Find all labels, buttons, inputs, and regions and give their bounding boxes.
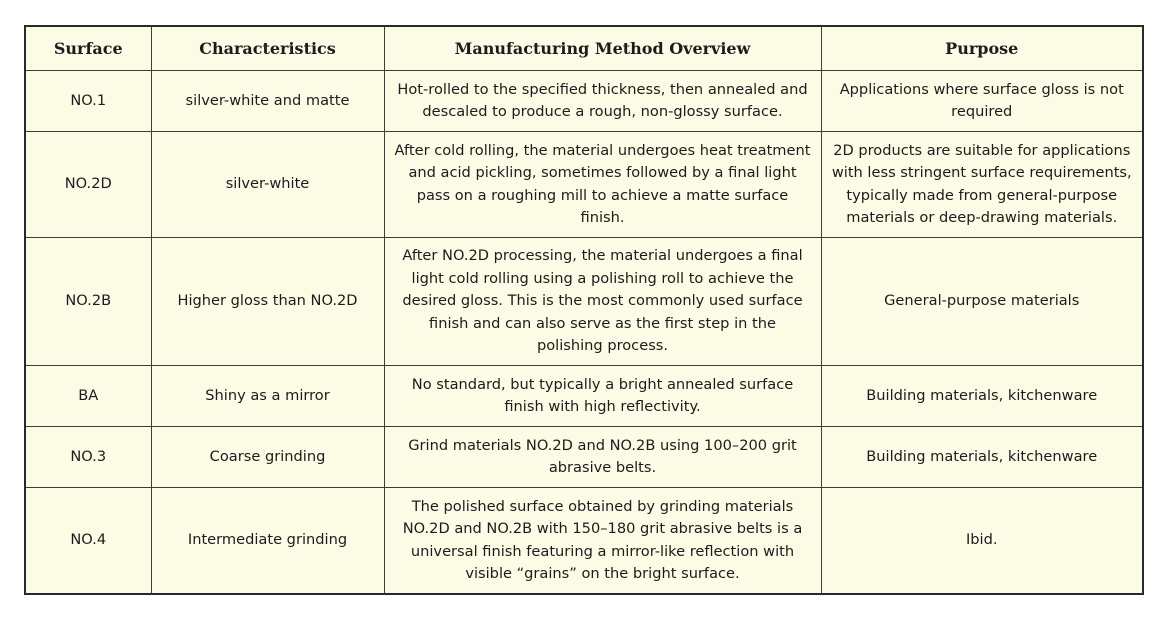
cell-characteristics: silver-white and matte	[151, 71, 384, 132]
cell-characteristics: Higher gloss than NO.2D	[151, 238, 384, 366]
cell-surface: NO.1	[25, 71, 151, 132]
header-characteristics: Characteristics	[151, 26, 384, 71]
cell-purpose: Ibid.	[821, 488, 1143, 595]
cell-surface: BA	[25, 366, 151, 427]
header-purpose: Purpose	[821, 26, 1143, 71]
header-method: Manufacturing Method Overview	[384, 26, 821, 71]
cell-surface: NO.2D	[25, 132, 151, 238]
cell-characteristics: Shiny as a mirror	[151, 366, 384, 427]
cell-purpose: Building materials, kitchenware	[821, 366, 1143, 427]
cell-characteristics: silver-white	[151, 132, 384, 238]
cell-characteristics: Coarse grinding	[151, 427, 384, 488]
cell-method: No standard, but typically a bright annealed surface finish with high reflectivity.	[384, 366, 821, 427]
cell-characteristics: Intermediate grinding	[151, 488, 384, 595]
cell-method: Hot-rolled to the specified thickness, then annealed and descaled to produce a rough, non-glossy surface.	[384, 71, 821, 132]
surface-finish-table-container	[24, 25, 1142, 595]
table-row	[25, 71, 1143, 132]
table-row	[25, 427, 1143, 488]
cell-purpose: General-purpose materials	[821, 238, 1143, 366]
cell-purpose: Building materials, kitchenware	[821, 427, 1143, 488]
cell-purpose: 2D products are suitable for applications with less stringent surface requirements, typically made from general-purpose materials or deep-drawing materials.	[821, 132, 1143, 238]
header-surface: Surface	[25, 26, 151, 71]
cell-method: After NO.2D processing, the material undergoes a final light cold rolling using a polishing roll to achieve the desired gloss. This is the most commonly used surface finish and can also serve as the first step in the polishing process.	[384, 238, 821, 366]
table-row	[25, 132, 1143, 238]
surface-finish-table	[24, 25, 1144, 595]
cell-method: After cold rolling, the material undergoes heat treatment and acid pickling, sometimes followed by a final light pass on a roughing mill to achieve a matte surface finish.	[384, 132, 821, 238]
table-row	[25, 488, 1143, 595]
cell-purpose: Applications where surface gloss is not required	[821, 71, 1143, 132]
header-row	[25, 26, 1143, 71]
table-row	[25, 238, 1143, 366]
cell-method: The polished surface obtained by grinding materials NO.2D and NO.2B with 150–180 grit abrasive belts is a universal finish featuring a mirror-like reflection with visible “grains” on the bright surface.	[384, 488, 821, 595]
cell-surface: NO.3	[25, 427, 151, 488]
cell-method: Grind materials NO.2D and NO.2B using 100–200 grit abrasive belts.	[384, 427, 821, 488]
cell-surface: NO.2B	[25, 238, 151, 366]
cell-surface: NO.4	[25, 488, 151, 595]
table-row	[25, 366, 1143, 427]
